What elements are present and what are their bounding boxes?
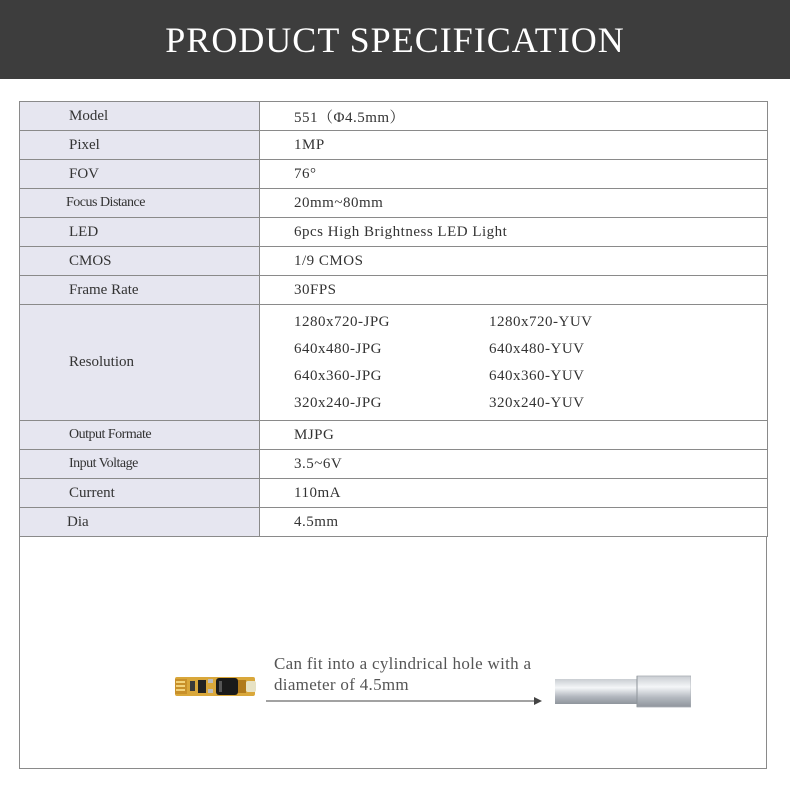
resolution-jpg: 640x480-JPG	[294, 340, 383, 357]
spec-row-resolution	[20, 305, 768, 421]
camera-module-image	[172, 671, 262, 701]
spec-row-current	[20, 479, 768, 508]
spec-label: FOV	[20, 160, 260, 189]
spec-value: 4.5mm	[260, 508, 768, 537]
spec-value: MJPG	[260, 421, 768, 450]
resolution-values	[260, 305, 768, 421]
spec-value: 20mm~80mm	[260, 189, 768, 218]
spec-label: CMOS	[20, 247, 260, 276]
spec-row-fov	[20, 160, 768, 189]
resolution-yuv: 640x360-YUV	[489, 367, 585, 384]
spec-value: 110mA	[260, 479, 768, 508]
spec-row-model	[20, 102, 768, 131]
spec-row-input-voltage	[20, 450, 768, 479]
spec-value: 1MP	[260, 131, 768, 160]
page-header	[0, 0, 790, 79]
spec-row-frame-rate	[20, 276, 768, 305]
spec-label: Model	[20, 102, 260, 131]
spec-row-dia	[20, 508, 768, 537]
spec-label: Current	[20, 479, 260, 508]
spec-label: Output Formate	[20, 421, 260, 450]
spec-label: Frame Rate	[20, 276, 260, 305]
arrow-right-icon	[266, 696, 542, 706]
illustration-caption	[274, 653, 531, 695]
metal-tube-image	[555, 674, 691, 708]
spec-value: 30FPS	[260, 276, 768, 305]
spec-value: 76°	[260, 160, 768, 189]
spec-label: Pixel	[20, 131, 260, 160]
resolution-yuv: 1280x720-YUV	[489, 313, 593, 330]
spec-label: Focus Distance	[20, 189, 260, 218]
spec-row-cmos	[20, 247, 768, 276]
caption-line: Can fit into a cylindrical hole with a	[274, 654, 532, 673]
spec-table	[19, 101, 768, 537]
spec-label: Input Voltage	[20, 450, 260, 479]
spec-value: 551（Φ4.5mm）	[260, 102, 768, 131]
spec-label: Resolution	[20, 305, 260, 421]
spec-row-focus-distance	[20, 189, 768, 218]
spec-value: 3.5~6V	[260, 450, 768, 479]
spec-row-led	[20, 218, 768, 247]
resolution-jpg: 640x360-JPG	[294, 367, 383, 384]
page-title: PRODUCT SPECIFICATION	[165, 19, 625, 60]
spec-label: LED	[20, 218, 260, 247]
resolution-jpg: 1280x720-JPG	[294, 313, 391, 330]
resolution-yuv: 640x480-YUV	[489, 340, 585, 357]
spec-label: Dia	[20, 508, 260, 537]
resolution-grid	[294, 309, 767, 417]
spec-value: 6pcs High Brightness LED Light	[260, 218, 768, 247]
spec-row-output-formate	[20, 421, 768, 450]
spec-value: 1/9 CMOS	[260, 247, 768, 276]
resolution-yuv: 320x240-YUV	[489, 394, 585, 411]
spec-row-pixel	[20, 131, 768, 160]
resolution-jpg: 320x240-JPG	[294, 394, 383, 411]
caption-line: diameter of 4.5mm	[274, 675, 409, 694]
